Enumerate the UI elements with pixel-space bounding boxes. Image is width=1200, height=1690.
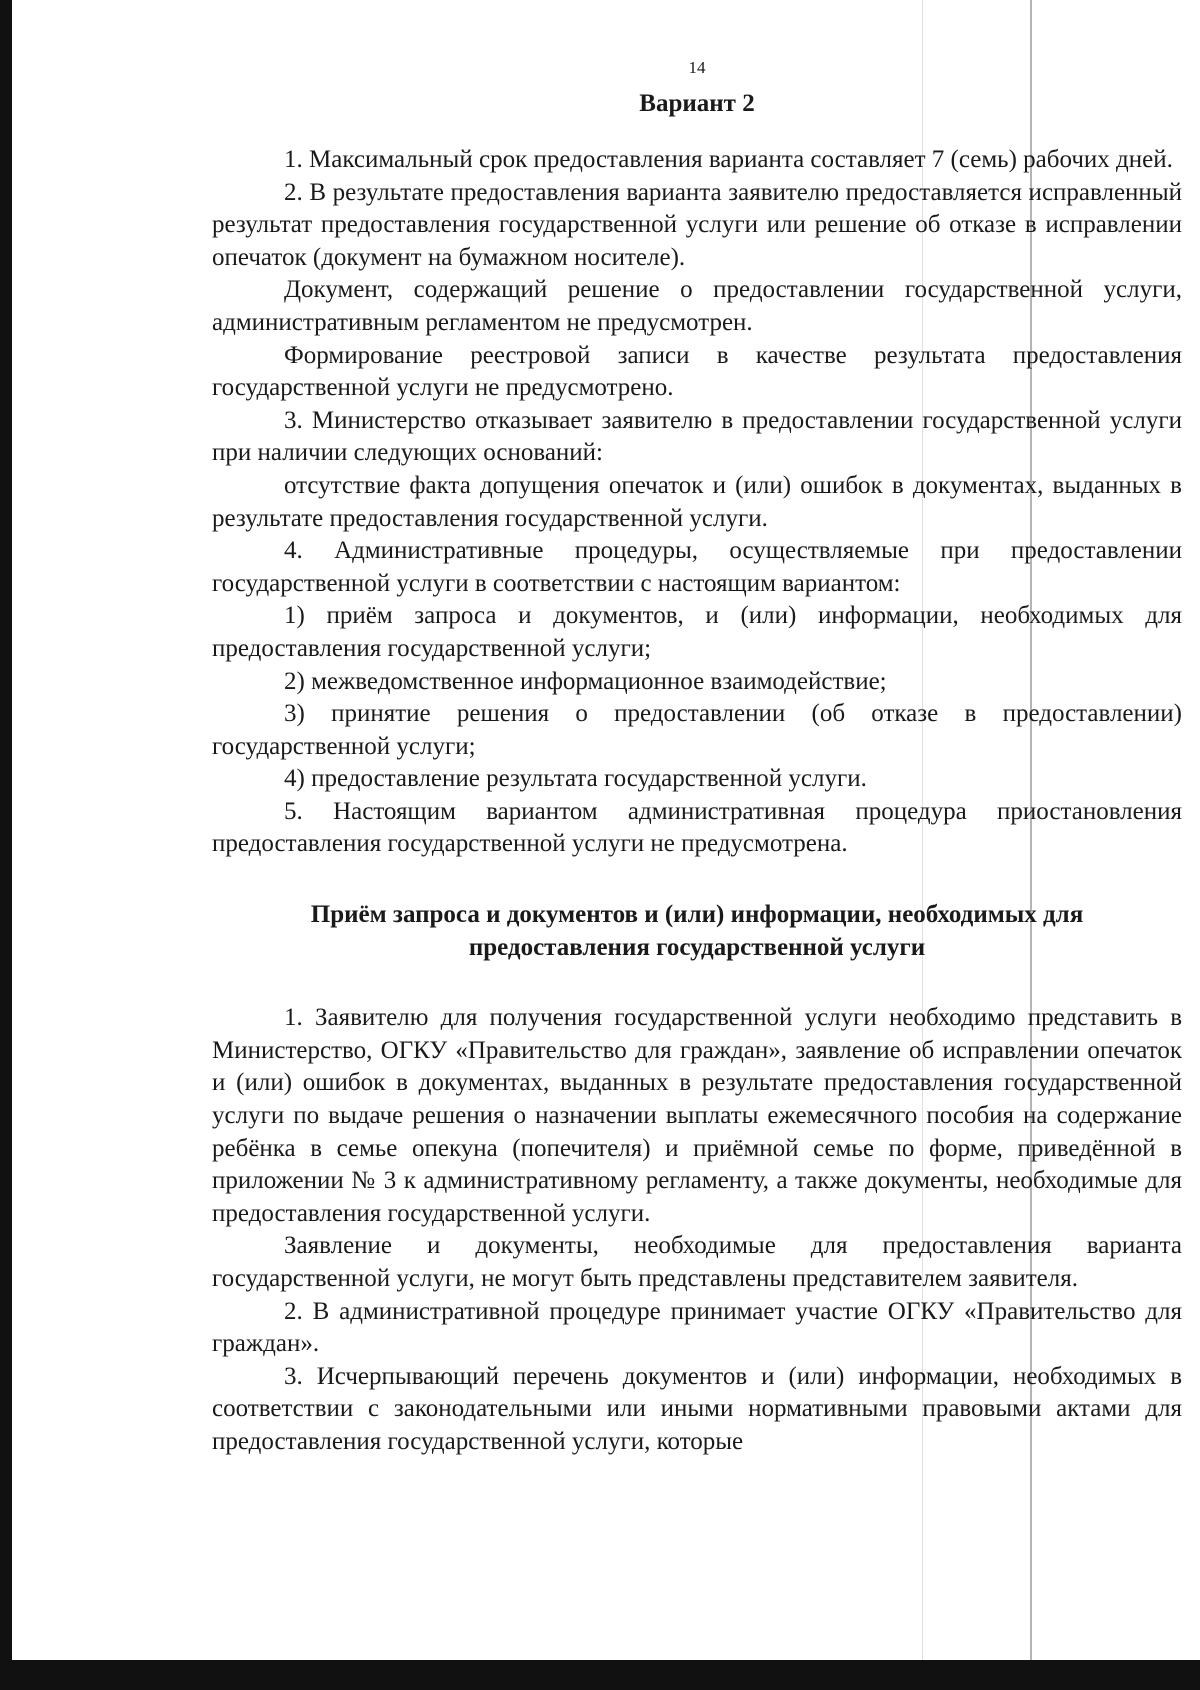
paragraph: 2. В результате предоставления варианта заявителю предоставляется исправленный результат предоставления государственной услуги или решение об отказе в исправлении опечаток (документ на бумажном носителе). [212,178,1182,271]
paragraph: 2. В административной процедуре принимает участие ОГКУ «Правительство для граждан». [212,1297,1182,1358]
document-page [212,58,1182,1459]
section-paragraphs [212,1002,1182,1458]
paragraph: 1. Заявителю для получения государственной услуги необходимо представить в Министерство, ОГКУ «Правительство для граждан», заявление об исправлении опечаток и (или) ошибок в документах, выданных в результате предоставления государственной услуги по выдаче решения о назначении выплаты ежемесячного пособия на содержание ребёнка в семье опекуна (попечителя) и приёмной семье по форме, приведённой в приложении № 3 к административному регламенту, а также документы, необходимые для предоставления государственной услуги. [212,1004,1182,1227]
paragraph: 2) межведомственное информационное взаимодействие; [284,667,887,695]
paragraph: 5. Настоящим вариантом административная процедура приостановления предоставления государственной услуги не предусмотрена. [212,797,1182,858]
variant-title: Вариант 2 [639,90,755,117]
paragraph: 1) приём запроса и документов, и (или) информации, необходимых для предоставления государственной услуги; [212,602,1182,662]
variant-paragraphs [212,144,1182,861]
paragraph: 3) принятие решения о предоставлении (об отказе в предоставлении) государственной услуги; [212,700,1182,760]
paragraph: отсутствие факта допущения опечаток и (или) ошибок в документах, выданных в результате предоставления государственной услуги. [212,471,1182,532]
scan-edge-bottom [0,1660,1200,1690]
page-number: 14 [688,58,706,77]
paragraph: Документ, содержащий решение о предоставлении государственной услуги, административным регламентом не предусмотрен. [212,276,1182,336]
paragraph: 3. Исчерпывающий перечень документов и (или) информации, необходимых в соответствии с законодательными или иными нормативными правовыми актами для предоставления государственной услуги, которые [212,1362,1182,1455]
paragraph: 4. Административные процедуры, осуществляемые при предоставлении государственной услуги в соответствии с настоящим вариантом: [212,537,1182,597]
scan-edge-left [0,0,12,1690]
paragraph: Формирование реестровой записи в качестве результата предоставления государственной услуги не предусмотрено. [212,341,1182,402]
paragraph: 1. Максимальный срок предоставления варианта составляет 7 (семь) рабочих дней. [284,146,1173,173]
paragraph: Заявление и документы, необходимые для предоставления варианта государственной услуги, не могут быть представлены представителем заявителя. [212,1232,1182,1292]
section-heading: Приём запроса и документов и (или) информации, необходимых для предоставления государственной услуги [310,901,1084,961]
paragraph: 4) предоставление результата государственной услуги. [284,765,867,793]
paragraph: 3. Министерство отказывает заявителю в предоставлении государственной услуги при наличии следующих оснований: [212,406,1182,467]
